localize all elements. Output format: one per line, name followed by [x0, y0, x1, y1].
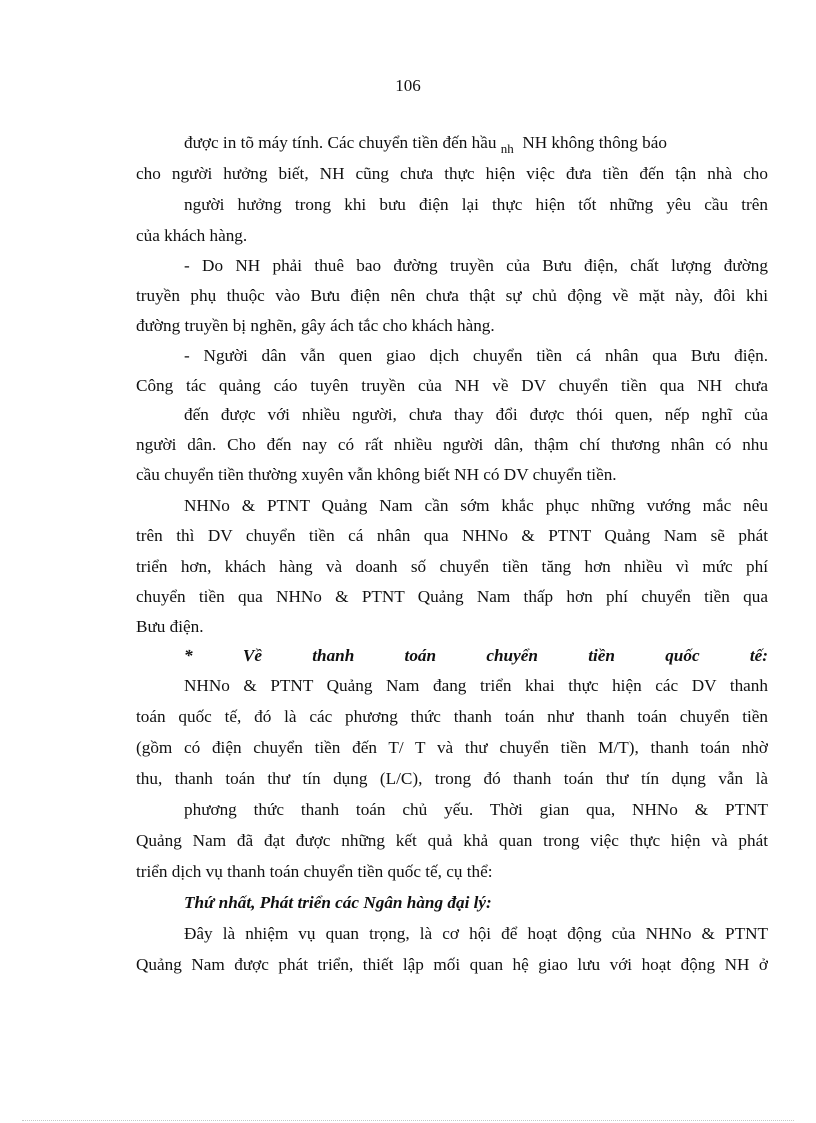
text-fragment: được in tõ máy tính. Các chuyển tiền đến hầu: [184, 133, 497, 152]
text-fragment: NH không thông báo: [522, 133, 667, 152]
text-line: triển hơn, khách hàng và doanh số chuyển tiền tăng hơn nhiều vì mức phí: [136, 557, 768, 576]
subscript-fragment: nh: [500, 141, 514, 156]
text-line: cho người hưởng biết, NH cũng chưa thực hiện việc đưa tiền đến tận nhà cho: [136, 164, 768, 183]
text-line: NHNo & PTNT Quảng Nam đang triển khai thực hiện các DV thanh: [184, 676, 768, 695]
text-line: trên thì DV chuyển tiền cá nhân qua NHNo & PTNT Quảng Nam sẽ phát: [136, 526, 768, 545]
text-line: đến được với nhiều người, chưa thay đổi được thói quen, nếp nghĩ của: [184, 405, 768, 424]
text-line: Đây là nhiệm vụ quan trọng, là cơ hội để hoạt động của NHNo & PTNT: [184, 924, 768, 943]
text-line: - Người dân vẫn quen giao dịch chuyển tiền cá nhân qua Bưu điện.: [184, 346, 768, 365]
page-number: 106: [395, 76, 421, 95]
text-line: Công tác quảng cáo tuyên truyền của NH về DV chuyển tiền qua NH chưa: [136, 376, 768, 395]
section-heading: * Về thanh toán chuyển tiền quốc tế:: [184, 646, 768, 665]
text-line: - Do NH phải thuê bao đường truyền của Bưu điện, chất lượng đường: [184, 256, 768, 275]
text-line: toán quốc tế, đó là các phương thức thanh toán như thanh toán chuyển tiền: [136, 707, 768, 726]
text-line: của khách hàng.: [136, 226, 248, 245]
text-line: truyền phụ thuộc vào Bưu điện nên chưa thật sự chủ động về mặt này, đôi khi: [136, 286, 768, 305]
text-line: người dân. Cho đến nay có rất nhiều người dân, thậm chí thương nhân có nhu: [136, 435, 768, 454]
subsection-heading: Thứ nhất, Phát triển các Ngân hàng đại lý:: [184, 893, 492, 912]
text-line: phương thức thanh toán chủ yếu. Thời gian qua, NHNo & PTNT: [184, 800, 768, 819]
text-line: triển dịch vụ thanh toán chuyển tiền quốc tế, cụ thể:: [136, 862, 493, 881]
text-line: thu, thanh toán thư tín dụng (L/C), trong đó thanh toán thư tín dụng vẫn là: [136, 769, 768, 788]
text-line: cầu chuyển tiền thường xuyên vẫn không biết NH có DV chuyển tiền.: [136, 465, 617, 484]
text-line: Quảng Nam đã đạt được những kết quả khả quan trong việc thực hiện và phát: [136, 831, 768, 850]
text-line: chuyển tiền qua NHNo & PTNT Quảng Nam thấp hơn phí chuyển tiền qua: [136, 587, 768, 606]
text-line: Quảng Nam được phát triển, thiết lập mối quan hệ giao lưu với hoạt động NH ở: [136, 955, 768, 974]
page-bottom-rule: [22, 1120, 794, 1121]
text-line: đường truyền bị nghẽn, gây ách tắc cho khách hàng.: [136, 316, 495, 335]
text-line: NHNo & PTNT Quảng Nam cần sớm khắc phục những vướng mắc nêu: [184, 496, 768, 515]
text-line: Bưu điện.: [136, 617, 204, 636]
text-line: (gồm có điện chuyển tiền đến T/ T và thư chuyển tiền M/T), thanh toán nhờ: [136, 738, 768, 757]
text-line: [184, 128, 768, 159]
text-line: người hưởng trong khi bưu điện lại thực hiện tốt những yêu cầu trên: [184, 195, 768, 214]
